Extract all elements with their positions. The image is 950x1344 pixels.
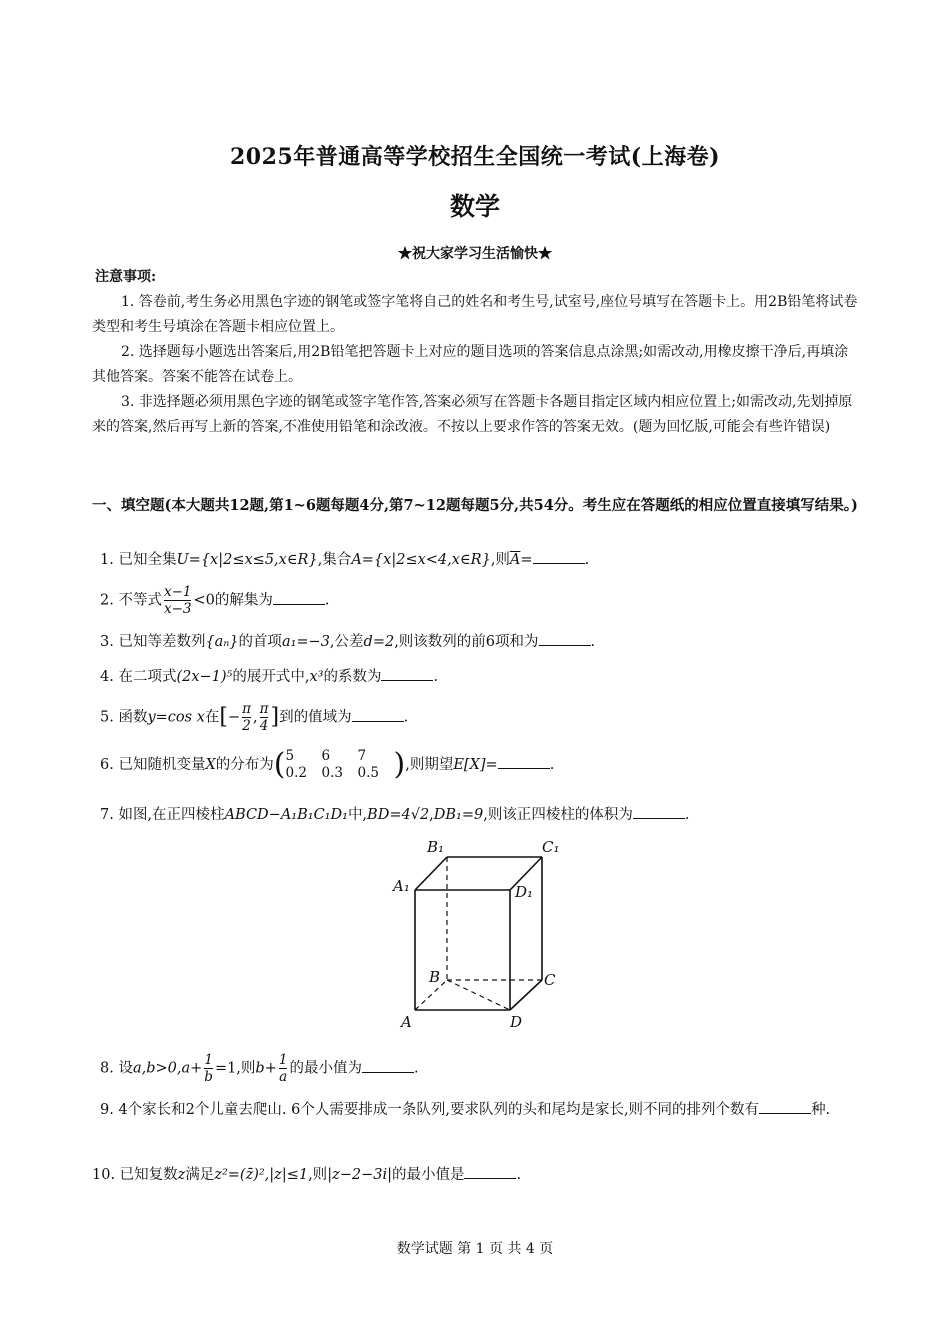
label-c1: C₁ [542,838,560,856]
label-d: D [510,1013,523,1031]
edge-d-c [510,980,542,1010]
motto: ★祝大家学习生活愉快★ [398,246,552,262]
fraction: $\frac{\pi}{2}$ [242,701,251,734]
answer-blank[interactable] [381,666,433,681]
edge-a1-b1 [415,857,447,890]
notice-item-2: 2. 选择题每小题选出答案后,用2B铅笔把答题卡上对应的题目选项的答案信息点涂黑;如需改动,用橡皮擦干净后,再填涂其他答案。答案不能答在试卷上。 [92,344,849,385]
subject-title: 数学 [449,192,500,221]
question-9: 9. 4个家长和2个儿童去爬山. 6个人需要排成一条队列,要求队列的头和尾均是家长,则不同的排列个数有 种. [100,1098,876,1122]
question-3: 3. 已知等差数列{aₙ}的首项a₁=−3,公差d=2,则该数列的前6项和为 . [100,630,870,654]
notice-item-1: 1. 答卷前,考生务必用黑色字迹的钢笔或签字笔将自己的姓名和考生号,试室号,座位号填写在答题卡上。用2B铅笔将试卷类型和考生号填涂在答题卡相应位置上。 [92,294,858,335]
notice-item-3: 3. 非选择题必须用黑色字迹的钢笔或签字笔作答,答案必须写在答题卡各题目指定区域内相应位置上;如需改动,先划掉原来的答案,然后再写上新的答案,不准使用铅笔和涂改液。不按以上要求作答的答案无效。(题为回忆版,可能会有些许错误) [92,394,853,435]
label-a: A [401,1013,412,1031]
label-c: C [544,971,556,989]
distribution-matrix: 5 6 7 0.2 0.3 0.5 [285,748,379,781]
fraction: $\frac{1}{a}$ [278,1052,288,1085]
exam-title: 2025年普通高等学校招生全国统一考试(上海卷) [229,144,721,170]
answer-blank[interactable] [362,1058,414,1073]
question-4: 4. 在二项式(2x−1)⁵的展开式中,x³的系数为 . [100,665,870,689]
answer-blank[interactable] [352,707,404,722]
question-1: 1. 已知全集U={x|2≤x≤5,x∈R},集合A={x|2≤x<4,x∈R},则$\overline{A}=$ . [100,548,870,572]
answer-blank[interactable] [464,1164,516,1179]
page-footer: 数学试题 第 1 页 共 4 页 [396,1241,554,1257]
prism-figure [380,835,580,1035]
question-2: 2. 不等式 $\frac{x-1}{x-3}$ <0的解集为 . [100,584,330,617]
fraction: $\frac{\pi}{4}$ [259,701,269,734]
answer-blank[interactable] [533,549,585,564]
answer-blank[interactable] [273,590,325,605]
question-8: 8. 设a,b>0,a+ $\frac{1}{b}$ =1,则b+ $\frac{1}{a}$ 的最小值为 . [100,1052,419,1085]
question-5: 5. 函数y=cos x在[− $\frac{\pi}{2}$ , $\frac{\pi}{4}$ ]到的值域为 . [100,701,409,734]
edge-b-d [447,980,510,1010]
label-b: B [429,968,441,986]
answer-blank[interactable] [633,804,685,819]
section-heading: 一、填空题(本大题共12题,第1~6题每题4分,第7~12题每题5分,共54分。考生应在答题纸的相应位置直接填写结果。) [92,497,858,514]
question-6: 6. 已知随机变量X的分布为( 5 6 7 0.2 0.3 0.5 ),则期望E[X]= . [100,747,555,782]
question-10: 10. 已知复数z满足z²=(z̄)²,|z|≤1,则|z−2−3i|的最小值是 . [92,1163,862,1187]
question-7: 7. 如图,在正四棱柱ABCD−A₁B₁C₁D₁中,BD=4√2,DB₁=9,则该正四棱柱的体积为 . [100,803,870,827]
answer-blank[interactable] [498,754,550,769]
label-b1: B₁ [427,838,445,856]
fraction: $\frac{1}{b}$ [204,1052,213,1085]
label-a1: A₁ [393,877,410,895]
label-d1: D₁ [515,883,534,901]
fraction: $\frac{x-1}{x-3}$ [163,584,192,617]
answer-blank[interactable] [539,631,591,646]
notice-heading: 注意事项: [95,269,157,285]
answer-blank[interactable] [759,1099,811,1114]
